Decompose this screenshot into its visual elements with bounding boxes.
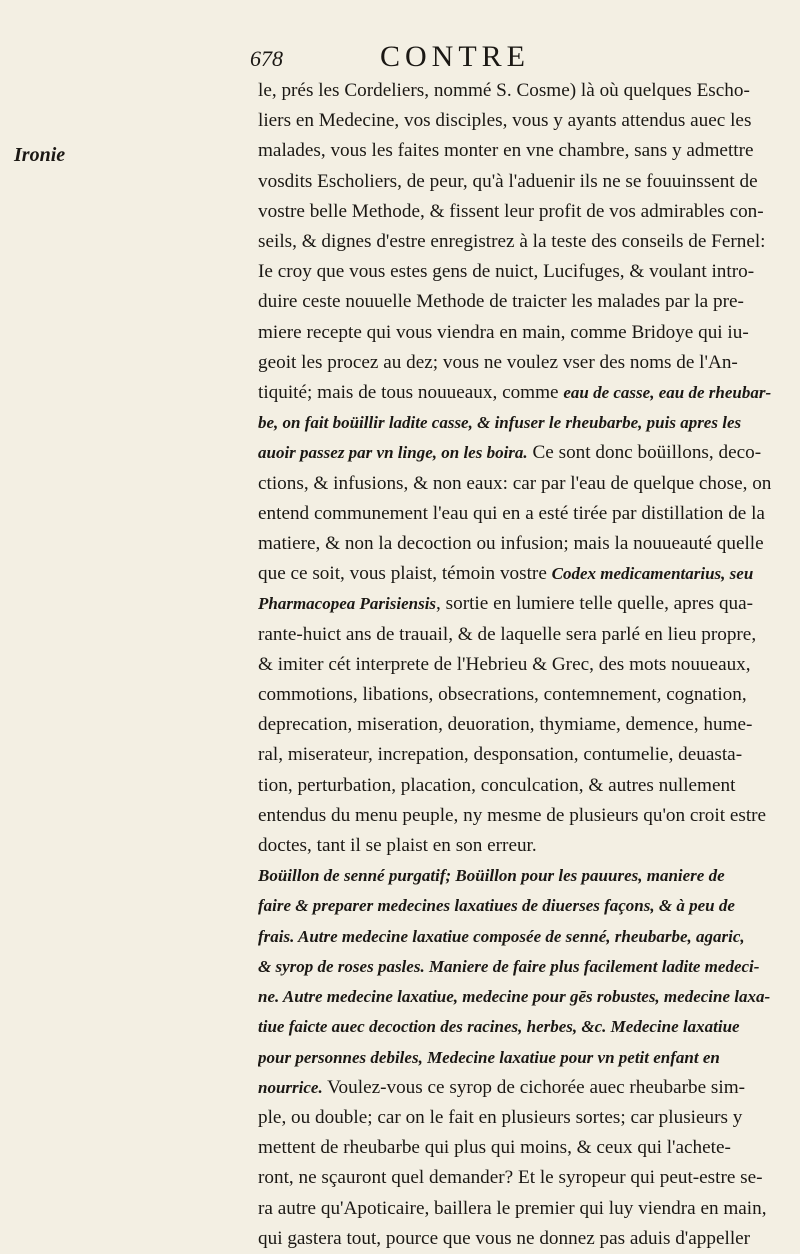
italic-run: faire & preparer medecines laxatiues de diuerses façons, & à peu de (258, 896, 735, 916)
text-line (258, 167, 790, 197)
text-run: deprecation, miseration, deuoration, thymiame, demence, hume- (258, 714, 753, 736)
text-run: ral, miserateur, increpation, desponsation, contumelie, deuasta- (258, 744, 743, 766)
text-line (258, 227, 790, 257)
italic-run: pour personnes debiles, Medecine laxatiue pour vn petit enfant en (258, 1047, 720, 1067)
text-run: duire ceste nouuelle Methode de traicter les malades par la pre- (258, 291, 744, 313)
text-line (258, 1073, 790, 1103)
text-line (258, 740, 790, 770)
italic-run: frais. Autre medecine laxatiue composée de senné, rheubarbe, agaric, (258, 926, 745, 946)
italic-run: auoir passez par vn linge, on les boira. (258, 443, 528, 463)
text-run: tiquité; mais de tous nouueaux, comme (258, 382, 564, 404)
text-line (258, 861, 790, 891)
text-line (258, 136, 790, 166)
text-run: entend communement l'eau qui en a esté tirée par distillation de la (258, 502, 765, 524)
text-line (258, 680, 790, 710)
text-run: & imiter cét interprete de l'Hebrieu & Grec, des mots nouueaux, (258, 653, 751, 675)
text-line (258, 831, 790, 861)
text-line (258, 952, 790, 982)
text-line (258, 589, 790, 619)
text-run: rante-huict ans de trauail, & de laquelle sera parlé en lieu propre, (258, 623, 757, 645)
text-run: matiere, & non la decoction ou infusion; mais la nouueauté quelle (258, 533, 764, 555)
text-run: ront, ne sçauront quel demander? Et le syropeur qui peut-estre se- (258, 1167, 763, 1189)
text-line (258, 469, 790, 499)
text-line (258, 1194, 790, 1224)
text-line (258, 257, 790, 287)
text-run: tion, perturbation, placation, conculcation, & autres nullement (258, 774, 736, 796)
text-run: le, prés les Cordeliers, nommé S. Cosme) là où quelques Escho- (258, 80, 750, 101)
text-run: Ce sont donc boüillons, deco- (527, 442, 762, 464)
text-run: commotions, libations, obsecrations, contemnement, cognation, (258, 684, 747, 706)
text-run: ple, ou double; car on le fait en plusieurs sortes; car plusieurs y (258, 1106, 743, 1128)
text-run: liers en Medecine, vos disciples, vous y ayants attendus auec les (258, 110, 752, 132)
text-line (258, 287, 790, 317)
text-run: malades, vous les faites monter en vne chambre, sans y admettre (258, 140, 754, 162)
text-run: que ce soit, vous plaist, témoin vostre (258, 563, 552, 585)
text-line (258, 620, 790, 650)
text-line (258, 771, 790, 801)
italic-run: Pharmacopea Parisiensis (258, 594, 437, 614)
text-line (258, 891, 790, 921)
italic-run: be, on fait boüillir ladite casse, & infuser le rheubarbe, puis apres les (258, 413, 742, 433)
text-line (258, 1043, 790, 1073)
text-run: vostre belle Methode, & fissent leur profit de vos admirables con- (258, 200, 764, 222)
text-run: miere recepte qui vous viendra en main, comme Bridoye qui iu- (258, 321, 749, 343)
text-line (258, 1012, 790, 1042)
italic-run: ne. Autre medecine laxatiue, medecine pour gēs robustes, medecine laxa- (258, 987, 771, 1007)
text-line (258, 76, 790, 106)
margin-note: Ironie (14, 144, 66, 166)
text-line (258, 348, 790, 378)
text-line (258, 529, 790, 559)
text-line (258, 982, 790, 1012)
text-line (258, 318, 790, 348)
italic-run: Codex medicamentarius, seu (551, 564, 754, 584)
text-run: entendus du menu peuple, ny mesme de plusieurs qu'on croit estre (258, 804, 767, 826)
text-run: vosdits Escholiers, de peur, qu'à l'aduenir ils ne se fouuinssent de (258, 170, 758, 192)
text-run: qui gastera tout, pource que vous ne donnez pas aduis d'appeller (258, 1227, 751, 1249)
text-run: ctions, & infusions, & non eaux: car par l'eau de quelque chose, on (258, 472, 772, 494)
text-run: mettent de rheubarbe qui plus qui moins, & ceux qui l'achete- (258, 1137, 731, 1159)
italic-run: tiue faicte auec decoction des racines, herbes, &c. Medecine laxatiue (258, 1017, 740, 1037)
page-header (250, 40, 650, 72)
text-line (258, 438, 790, 468)
italic-run: eau de casse, eau de rheubar- (563, 383, 772, 403)
text-line (258, 650, 790, 680)
text-line (258, 408, 790, 438)
text-run: doctes, tant il se plaist en son erreur. (258, 835, 537, 857)
text-line (258, 710, 790, 740)
italic-run: & syrop de roses pasles. Maniere de faire plus facilement ladite medeci- (258, 956, 760, 976)
text-run: ra autre qu'Apoticaire, baillera le premier qui luy viendra en main, (258, 1197, 767, 1219)
text-line (258, 197, 790, 227)
text-line (258, 801, 790, 831)
italic-run: nourrice. (258, 1077, 323, 1097)
page-number: 678 (250, 46, 283, 71)
running-title: CONTRE (380, 40, 530, 73)
text-run: geoit les procez au dez; vous ne voulez vser des noms de l'An- (258, 351, 738, 373)
text-line (258, 499, 790, 529)
text-run: seils, & dignes d'estre enregistrez à la teste des conseils de Fernel: (258, 231, 766, 253)
text-line (258, 1163, 790, 1193)
body-text (258, 76, 790, 1254)
text-line (258, 1224, 790, 1254)
text-run: Voulez-vous ce syrop de cichorée auec rheubarbe sim- (322, 1076, 746, 1098)
text-line (258, 922, 790, 952)
text-line (258, 1133, 790, 1163)
text-run: , sortie en lumiere telle quelle, apres qua- (436, 593, 754, 615)
text-line (258, 559, 790, 589)
text-line (258, 106, 790, 136)
italic-run: Boüillon de senné purgatif; Boüillon pour les pauures, maniere de (258, 866, 725, 886)
text-run: Ie croy que vous estes gens de nuict, Lucifuges, & voulant intro- (258, 261, 755, 283)
text-line (258, 378, 790, 408)
text-line (258, 1103, 790, 1133)
